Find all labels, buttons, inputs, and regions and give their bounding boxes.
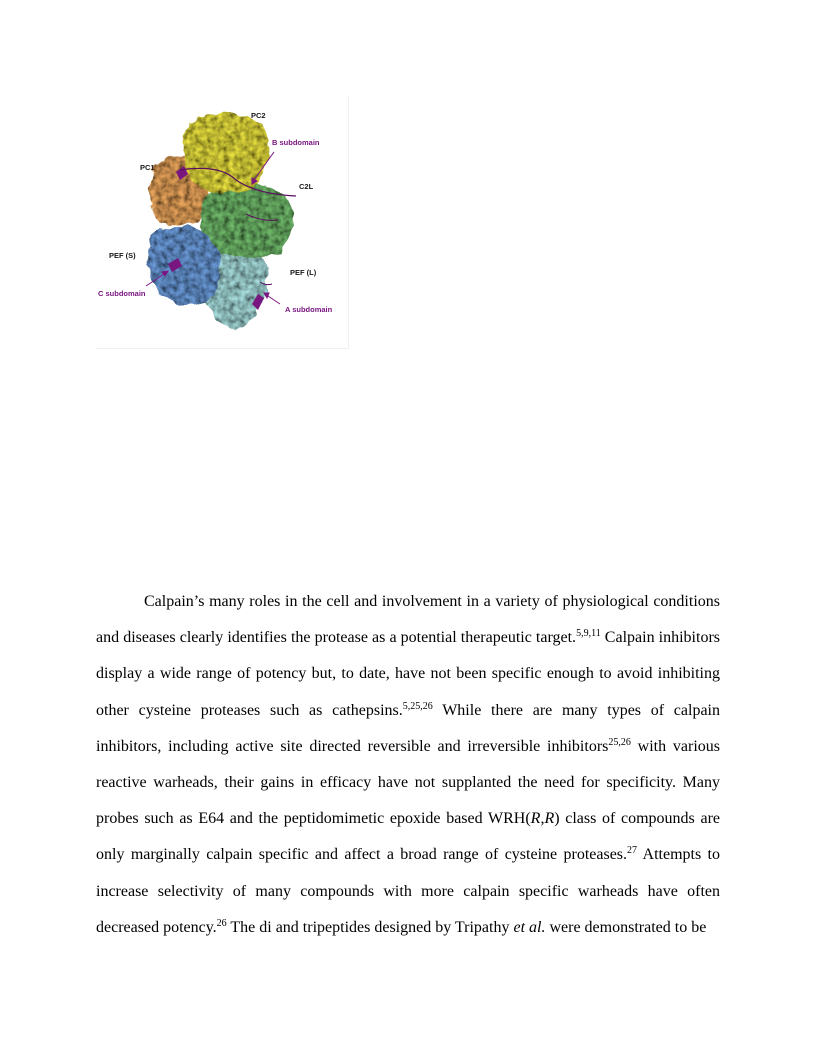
citation: 5,25,26 bbox=[402, 700, 433, 712]
label-pc2: PC2 bbox=[251, 111, 266, 120]
calpain-structure-figure bbox=[96, 96, 349, 349]
citation: 5,9,11 bbox=[576, 628, 601, 640]
label-a-subdomain: A subdomain bbox=[285, 305, 333, 314]
label-pef-s: PEF (S) bbox=[109, 251, 136, 260]
label-pc1: PC1 bbox=[140, 163, 155, 172]
citation: 25,26 bbox=[608, 736, 631, 748]
paragraph: Calpain’s many roles in the cell and involvement in a variety of physiological conditions and diseases clearly identifies the protease as a potential therapeutic target.$^{5,9,11}$ Calpain inhibitors display a wide range of potency but, to date, have not been specific enough to avoid inhibiting other cysteine proteases such as cathepsins.$^{5,25,26}$ While there are many types of calpain inhibitors, including active site directed reversible and irreversible inhibitors$^{25,26}$ with various reactive warheads, their gains in efficacy have not supplanted the need for specificity. Many probes such as E64 and the peptidomimetic epoxide based WRH(R,R) class of compounds are only marginally calpain specific and affect a broad range of cysteine proteases.$^{27}$ Attempts to increase selectivity of many compounds with more calpain specific warheads have often decreased potency.$^{26}$ The di and tripeptides designed by Tripathy et al. were demonstrated to be bbox=[96, 593, 721, 936]
label-b-subdomain: B subdomain bbox=[272, 138, 320, 147]
citation: 27 bbox=[627, 845, 638, 857]
label-pef-l: PEF (L) bbox=[290, 268, 317, 277]
citation: 26 bbox=[216, 917, 227, 929]
label-c2l: C2L bbox=[299, 182, 314, 191]
label-c-subdomain: C subdomain bbox=[98, 289, 146, 298]
body-text bbox=[96, 584, 720, 946]
